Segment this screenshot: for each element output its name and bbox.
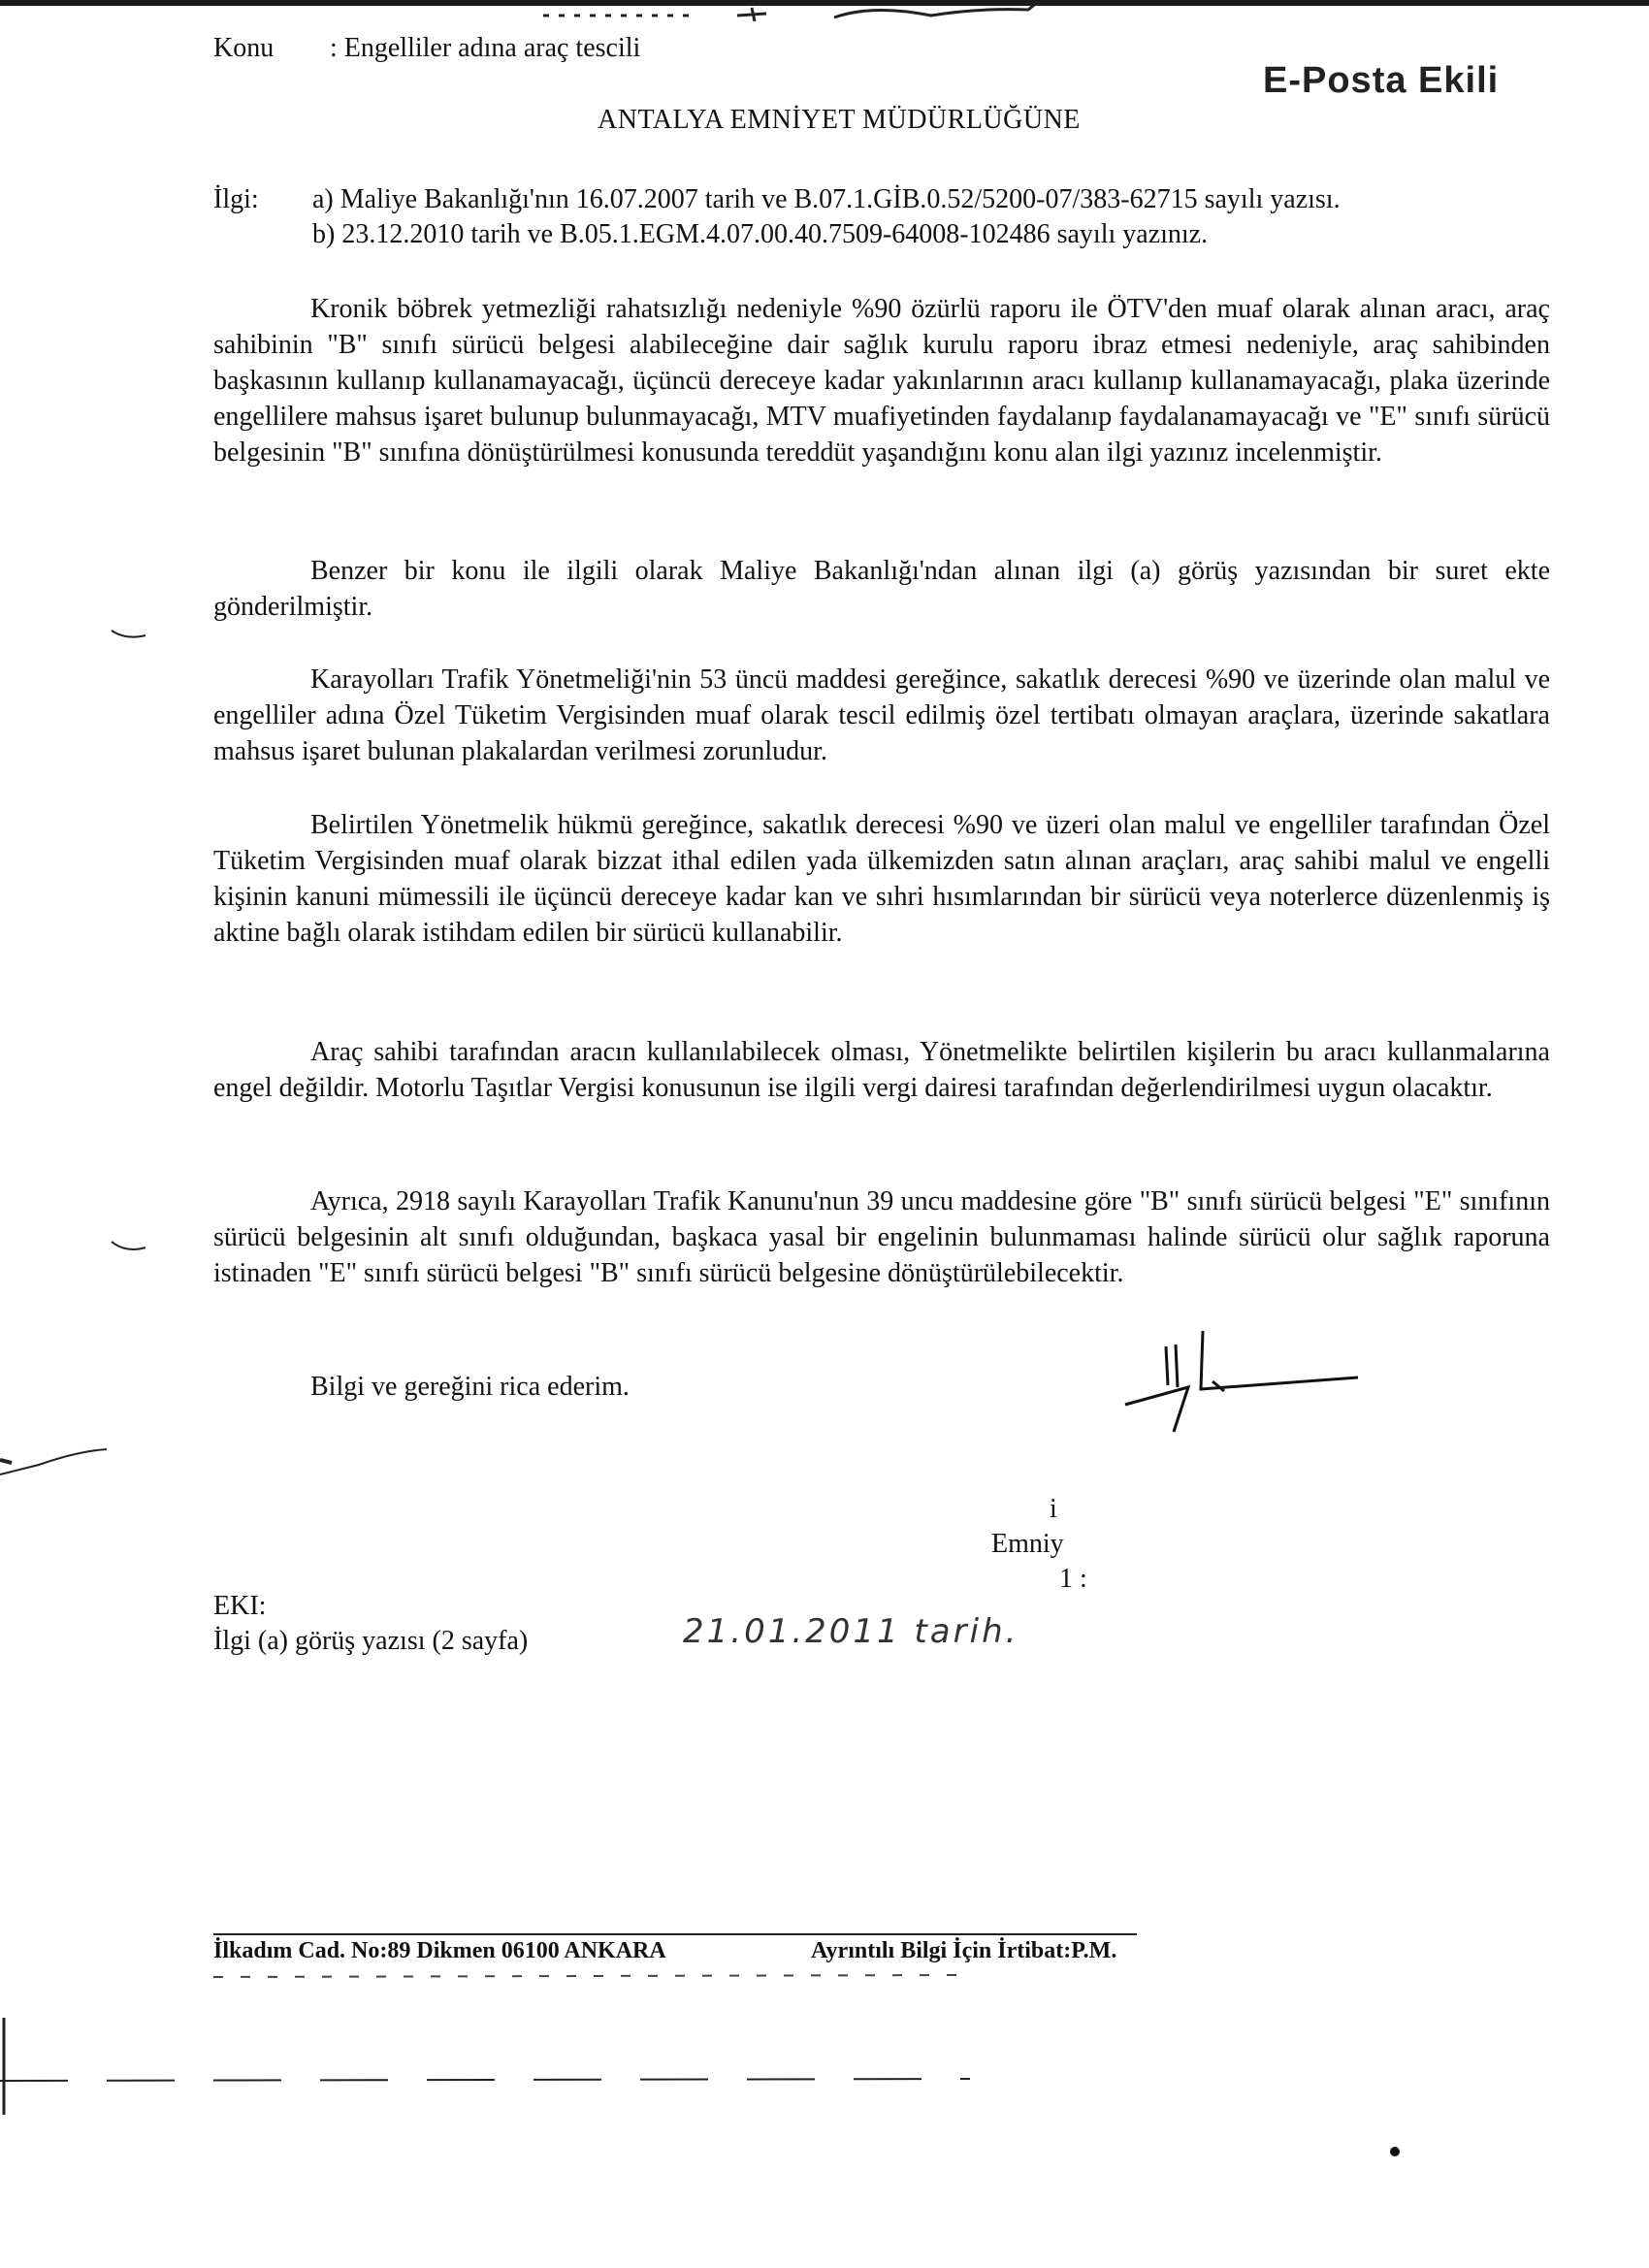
body-paragraph-3: Karayolları Trafik Yönetmeliği'nin 53 üncü maddesi gereğince, sakatlık derecesi %90 ve üzerinde olan malul ve engelliler adına Özel Tüketim Vergisinden muaf olarak tescil edilmiş özel tertibatı olmayan araçlara, üzerinde sakatlara mahsus işaret bulunan plakalardan verilmesi zorunludur. — [213, 664, 1550, 766]
reference-label: İlgi: — [213, 184, 259, 214]
bottom-dashes — [0, 2018, 970, 2115]
top-scribble — [543, 2, 1038, 21]
signature-line-2: Emniy — [991, 1529, 1064, 1559]
body-paragraph-1: Kronik böbrek yetmezliği rahatsızlığı nedeniyle %90 özürlü raporu ile ÖTV'den muaf olarak alınan aracı, araç sahibinin "B" sınıfı sürücü belgesi alabileceğine dair sağlık kurulu raporu ibraz etmesi nedeniyle, araç sahibinden başkasının kullanıp kullanamayacağı, üçüncü dereceye kadar yakınlarının aracı kullanıp kullanamayacağı, plaka üzerinde engellilere mahsus işaret bulunup bulunmayacağı, MTV muafiyetinden faydalanıp faydalanamayacağı ve "E" sınıfı sürücü belgesinin "B" sınıfına dönüştürülmesi konusunda tereddüt yaşandığını konu alan ilgi yazınız incelenmiştir. — [213, 294, 1550, 468]
reference-b: b) 23.12.2010 tarih ve B.05.1.EGM.4.07.00.40.7509-64008-102486 sayılı yazınız. — [312, 219, 1209, 249]
body-paragraph-6: Ayrıca, 2918 sayılı Karayolları Trafik Kanunu'nun 39 uncu maddesine göre "B" sınıfı sürücü belgesi "E" sınıfının sürücü belgesinin alt sınıfı olduğundan, başkaca yasal bir engelinin bulunmaması halinde sürücü olur sağlık raporuna istinaden "E" sınıfı sürücü belgesi "B" sınıfı sürücü belgesine dönüştürülebilecektir. — [213, 1186, 1550, 1288]
footer-address: İlkadım Cad. No:89 Dikmen 06100 ANKARA — [213, 1938, 666, 1963]
closing-line: Bilgi ve gereğini rica ederim. — [310, 1372, 630, 1402]
corner-dot — [1390, 2147, 1400, 2156]
attachments-label: EKI: — [213, 1591, 267, 1621]
footer-ghost-line — [213, 1975, 970, 1977]
handwritten-date: 21.01.2011 tarih. — [683, 1612, 1019, 1651]
attachment-item: İlgi (a) görüş yazısı (2 sayfa) — [213, 1626, 529, 1656]
body-paragraph-2: Benzer bir konu ile ilgili olarak Maliye Bakanlığı'ndan alınan ilgi (a) görüş yazısından bir suret ekte gönderilmiştir. — [213, 556, 1550, 622]
signature-line-1: i — [1050, 1494, 1057, 1524]
subject-label: Konu — [213, 33, 275, 63]
recipient-heading: ANTALYA EMNİYET MÜDÜRLÜĞÜNE — [598, 105, 1081, 135]
body-paragraph-4: Belirtilen Yönetmelik hükmü gereğince, sakatlık derecesi %90 ve üzeri olan malul ve engelliler tarafından Özel Tüketim Vergisinden muaf olarak bizzat ithal edilen yada ülkemizden satın alınan araçları, araç sahibi malul ve engelli kişinin kanuni mümessili ile üçüncü dereceye kadar kan ve sıhri hısımlarından bir sürücü veya noterlerce düzenlenmiş iş aktine bağlı olarak istihdam edilen bir sürücü kullanabilir. — [213, 810, 1550, 948]
reference-a: a) Maliye Bakanlığı'nın 16.07.2007 tarih ve B.07.1.GİB.0.52/5200-07/383-62715 sayılı yazısı. — [312, 184, 1341, 214]
footer-contact: Ayrıntılı Bilgi İçin İrtibat:P.M. — [811, 1938, 1117, 1963]
subject-value: : Engelliler adına araç tescili — [330, 33, 641, 63]
eposta-stamp: E-Posta Ekili — [1263, 60, 1500, 101]
body-paragraph-5: Araç sahibi tarafından aracın kullanılabilecek olması, Yönetmelikte belirtilen kişilerin bu aracı kullanmalarına engel değildir. Motorlu Taşıtlar Vergisi konusunun ise ilgili vergi dairesi tarafından değerlendirilmesi uygun olacaktır. — [213, 1037, 1550, 1103]
signature-scribble — [1125, 1331, 1358, 1432]
margin-marks — [0, 631, 146, 1474]
signature-line-3: 1 : — [1059, 1564, 1087, 1594]
